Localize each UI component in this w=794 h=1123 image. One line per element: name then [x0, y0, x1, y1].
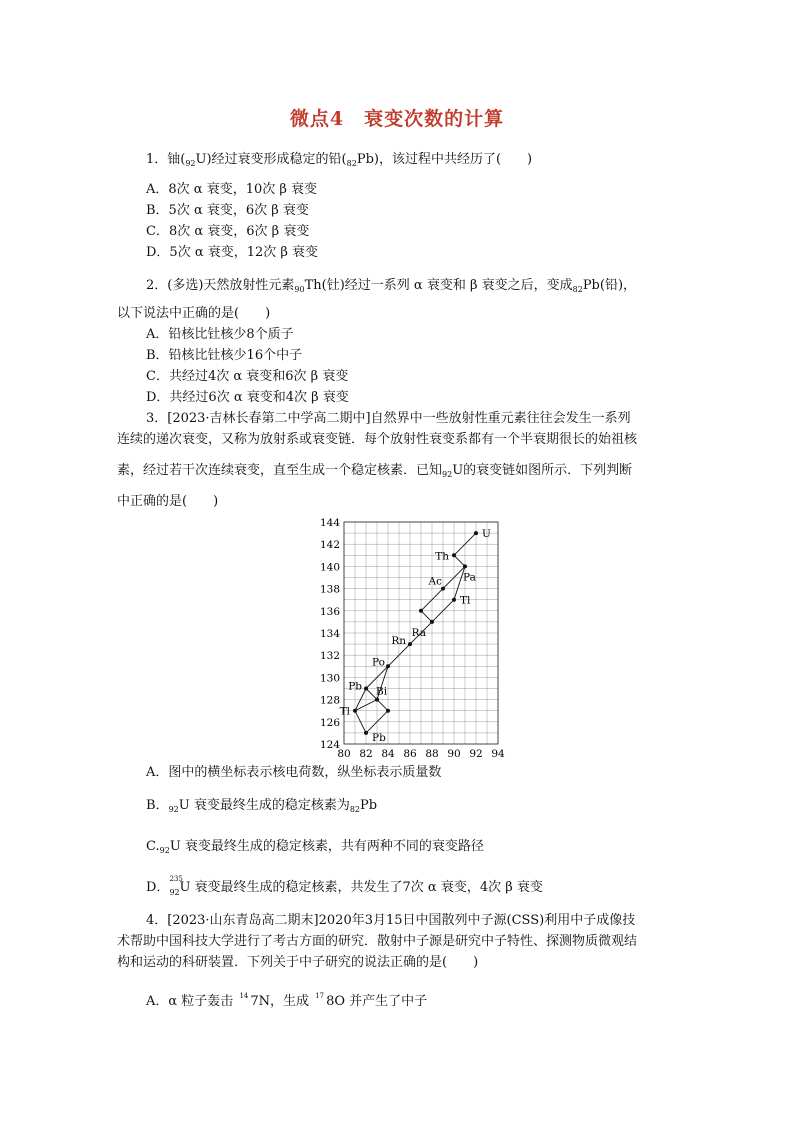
q1-option-a[interactable]: A．8次 α 衰变，10次 β 衰变 — [146, 182, 318, 197]
q4-stem-line2: 术帮助中国科技大学进行了考古方面的研究．散射中子源是研究中子特性、探测物质微观结 — [117, 934, 638, 949]
decay-line — [454, 555, 465, 566]
y-tick-label: 128 — [319, 694, 340, 707]
point-label: Pa — [463, 571, 476, 584]
data-point — [452, 553, 456, 557]
decay-chain-chart — [312, 514, 505, 762]
q2-option-b[interactable]: B．铅核比钍核少16个中子 — [146, 348, 303, 363]
data-point — [463, 564, 467, 568]
y-tick-label: 140 — [319, 561, 340, 574]
decay-line — [377, 700, 388, 711]
y-tick-label: 138 — [319, 583, 340, 596]
q1-option-c[interactable]: C．8次 α 衰变，6次 β 衰变 — [146, 224, 310, 239]
data-point — [408, 642, 412, 646]
q1-option-b[interactable]: B．5次 α 衰变，6次 β 衰变 — [146, 203, 309, 218]
chart-point-labels — [340, 528, 491, 744]
point-label: Pb — [372, 731, 386, 744]
data-point — [375, 698, 379, 702]
point-label: U — [482, 528, 491, 541]
data-point — [430, 620, 434, 624]
data-point — [386, 664, 390, 668]
q2-option-d[interactable]: D．共经过6次 α 衰变和4次 β 衰变 — [146, 390, 349, 405]
q3-option-c[interactable]: $C._{92}U$ 衰变最终生成的稳定核素，共有两种不同的衰变路径 — [146, 839, 484, 855]
y-tick-label: 134 — [319, 628, 340, 640]
q2-stem: 2．(多选)天然放射性元素$_{90}$Th(钍)经过一系列 α 衰变和 β 衰变之后，变成$_{82}$Pb(铅)， — [146, 278, 637, 294]
x-tick-label: 80 — [337, 748, 351, 760]
q3-stem-line3: 素，经过若干次连续衰变，直至生成一个稳定核素．已知$_{92}$U的衰变链如图所示．下列判断 — [117, 463, 633, 479]
q3-option-b[interactable]: B．$_{92}$U 衰变最终生成的稳定核素为$_{82}$Pb — [146, 798, 378, 814]
q3-option-d[interactable]: D． 235 92 U 衰变最终生成的稳定核素，共发生了7次 α 衰变，4次 β 衰变 — [146, 875, 543, 897]
q4-stem-line1: 4．[2023·山东青岛高二期末]2020年3月15日中国散列中子源(CSS)利用中子成像技 — [146, 913, 636, 928]
point-label: Tl — [339, 705, 350, 718]
q3-stem-line2: 连续的递次衰变，又称为放射系或衰变链．每个放射性衰变系都有一个半衰期很长的始祖核 — [117, 432, 638, 447]
data-point — [386, 709, 390, 713]
q3-option-a[interactable]: A．图中的横坐标表示核电荷数，纵坐标表示质量数 — [146, 765, 442, 780]
x-tick-label: 90 — [447, 748, 461, 760]
y-tick-label: 126 — [319, 716, 340, 729]
y-tick-label: 130 — [319, 672, 340, 685]
x-tick-label: 94 — [491, 748, 505, 760]
point-label: Pb — [348, 680, 362, 693]
q1-stem: 1．铀$(_{92}U)$经过衰变形成稳定的铅$(_{82}Pb)$，该过程中共经历了( ) — [146, 152, 533, 168]
q2-stem-cont: 以下说法中正确的是( ) — [117, 306, 271, 321]
x-tick-label: 82 — [359, 748, 373, 760]
point-label: Rn — [391, 635, 406, 648]
q2-option-a[interactable]: A．铅核比钍核少8个质子 — [146, 327, 294, 342]
data-point — [364, 731, 368, 735]
x-tick-label: 86 — [403, 748, 417, 760]
y-tick-label: 142 — [319, 539, 340, 552]
q3-stem-line1: 3．[2023·吉林长春第二中学高二期中]自然界中一些放射性重元素往往会发生一系列 — [146, 411, 631, 426]
point-label: Ac — [428, 575, 442, 588]
q1-option-d[interactable]: D．5次 α 衰变，12次 β 衰变 — [146, 245, 319, 260]
x-tick-label: 88 — [425, 748, 439, 760]
point-label: Th — [435, 550, 449, 563]
y-tick-label: 132 — [319, 650, 340, 663]
q4-stem-line3: 构和运动的科研装置．下列关于中子研究的说法正确的是( ) — [117, 955, 479, 970]
data-point — [364, 687, 368, 691]
y-tick-label: 136 — [319, 605, 340, 618]
decay-line — [421, 611, 432, 622]
y-tick-label: 124 — [319, 739, 340, 751]
x-tick-label: 92 — [469, 748, 483, 760]
data-point — [452, 598, 456, 602]
point-label: Tl — [460, 594, 471, 607]
point-label: Bi — [376, 685, 388, 698]
point-label: Ra — [411, 626, 426, 639]
data-point — [419, 609, 423, 613]
y-tick-label: 144 — [319, 517, 340, 529]
q2-option-c[interactable]: C．共经过4次 α 衰变和6次 β 衰变 — [146, 369, 349, 384]
x-tick-label: 84 — [381, 748, 395, 760]
data-point — [474, 531, 478, 535]
q3-stem-line4: 中正确的是( ) — [117, 494, 219, 509]
q4-option-a[interactable]: A．α 粒子轰击 $^{14}$ 7N，生成 $^{17}$ 8O 并产生了中子 — [146, 992, 428, 1009]
point-label: Po — [372, 656, 385, 669]
page-title: 微点4 衰变次数的计算 — [289, 108, 505, 130]
data-point — [353, 709, 357, 713]
